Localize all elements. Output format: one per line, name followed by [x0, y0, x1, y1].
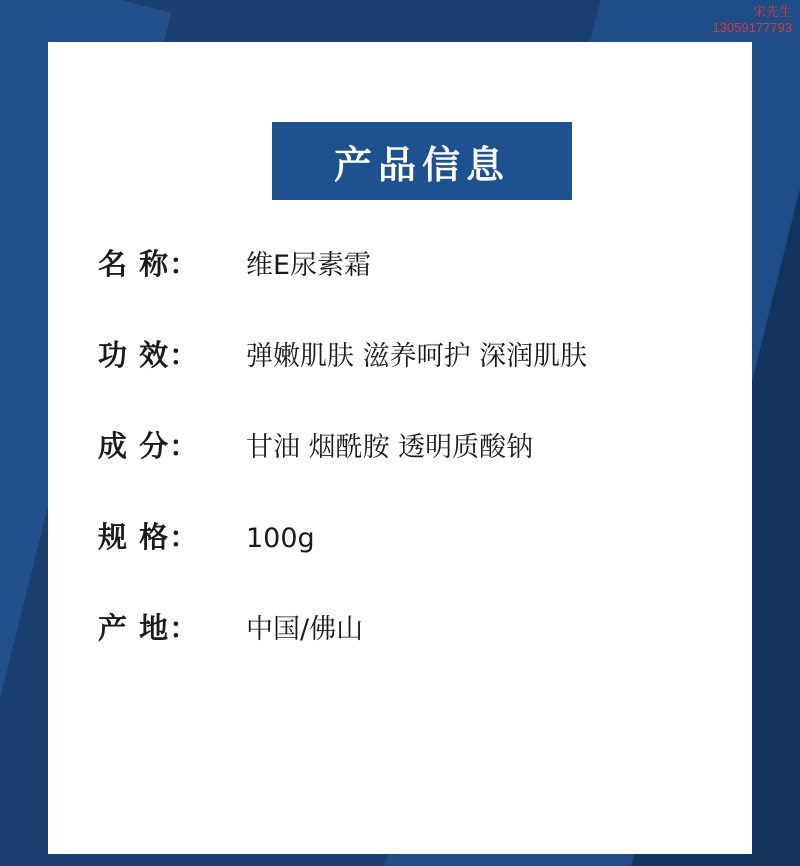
info-label-ingredients: 成 分： [98, 429, 200, 463]
watermark-phone: 13059177793 [712, 20, 792, 36]
info-row-ingredients [98, 424, 732, 465]
info-value-efficacy: 弹嫩肌肤 滋养呵护 深润肌肤 [246, 341, 588, 372]
info-row-name [98, 242, 732, 283]
info-label-specification: 规 格： [98, 520, 200, 554]
info-value-ingredients: 甘油 烟酰胺 透明质酸钠 [246, 432, 534, 463]
info-label-efficacy: 功 效： [98, 338, 200, 372]
info-value-origin: 中国/佛山 [246, 614, 364, 645]
info-label-origin: 产 地： [98, 611, 200, 645]
product-info-card [48, 42, 752, 854]
info-row-efficacy [98, 333, 732, 374]
info-row-origin [98, 606, 732, 647]
page-title: 产品信息 [333, 142, 510, 187]
product-info-list [98, 242, 732, 697]
page-title-banner [272, 122, 572, 200]
info-value-specification: 100g [246, 523, 315, 554]
info-value-name: 维E尿素霜 [246, 250, 372, 281]
watermark-name: 宋先生 [752, 4, 792, 19]
info-row-specification [98, 515, 732, 556]
watermark [712, 4, 792, 37]
info-label-name: 名 称： [98, 247, 200, 281]
